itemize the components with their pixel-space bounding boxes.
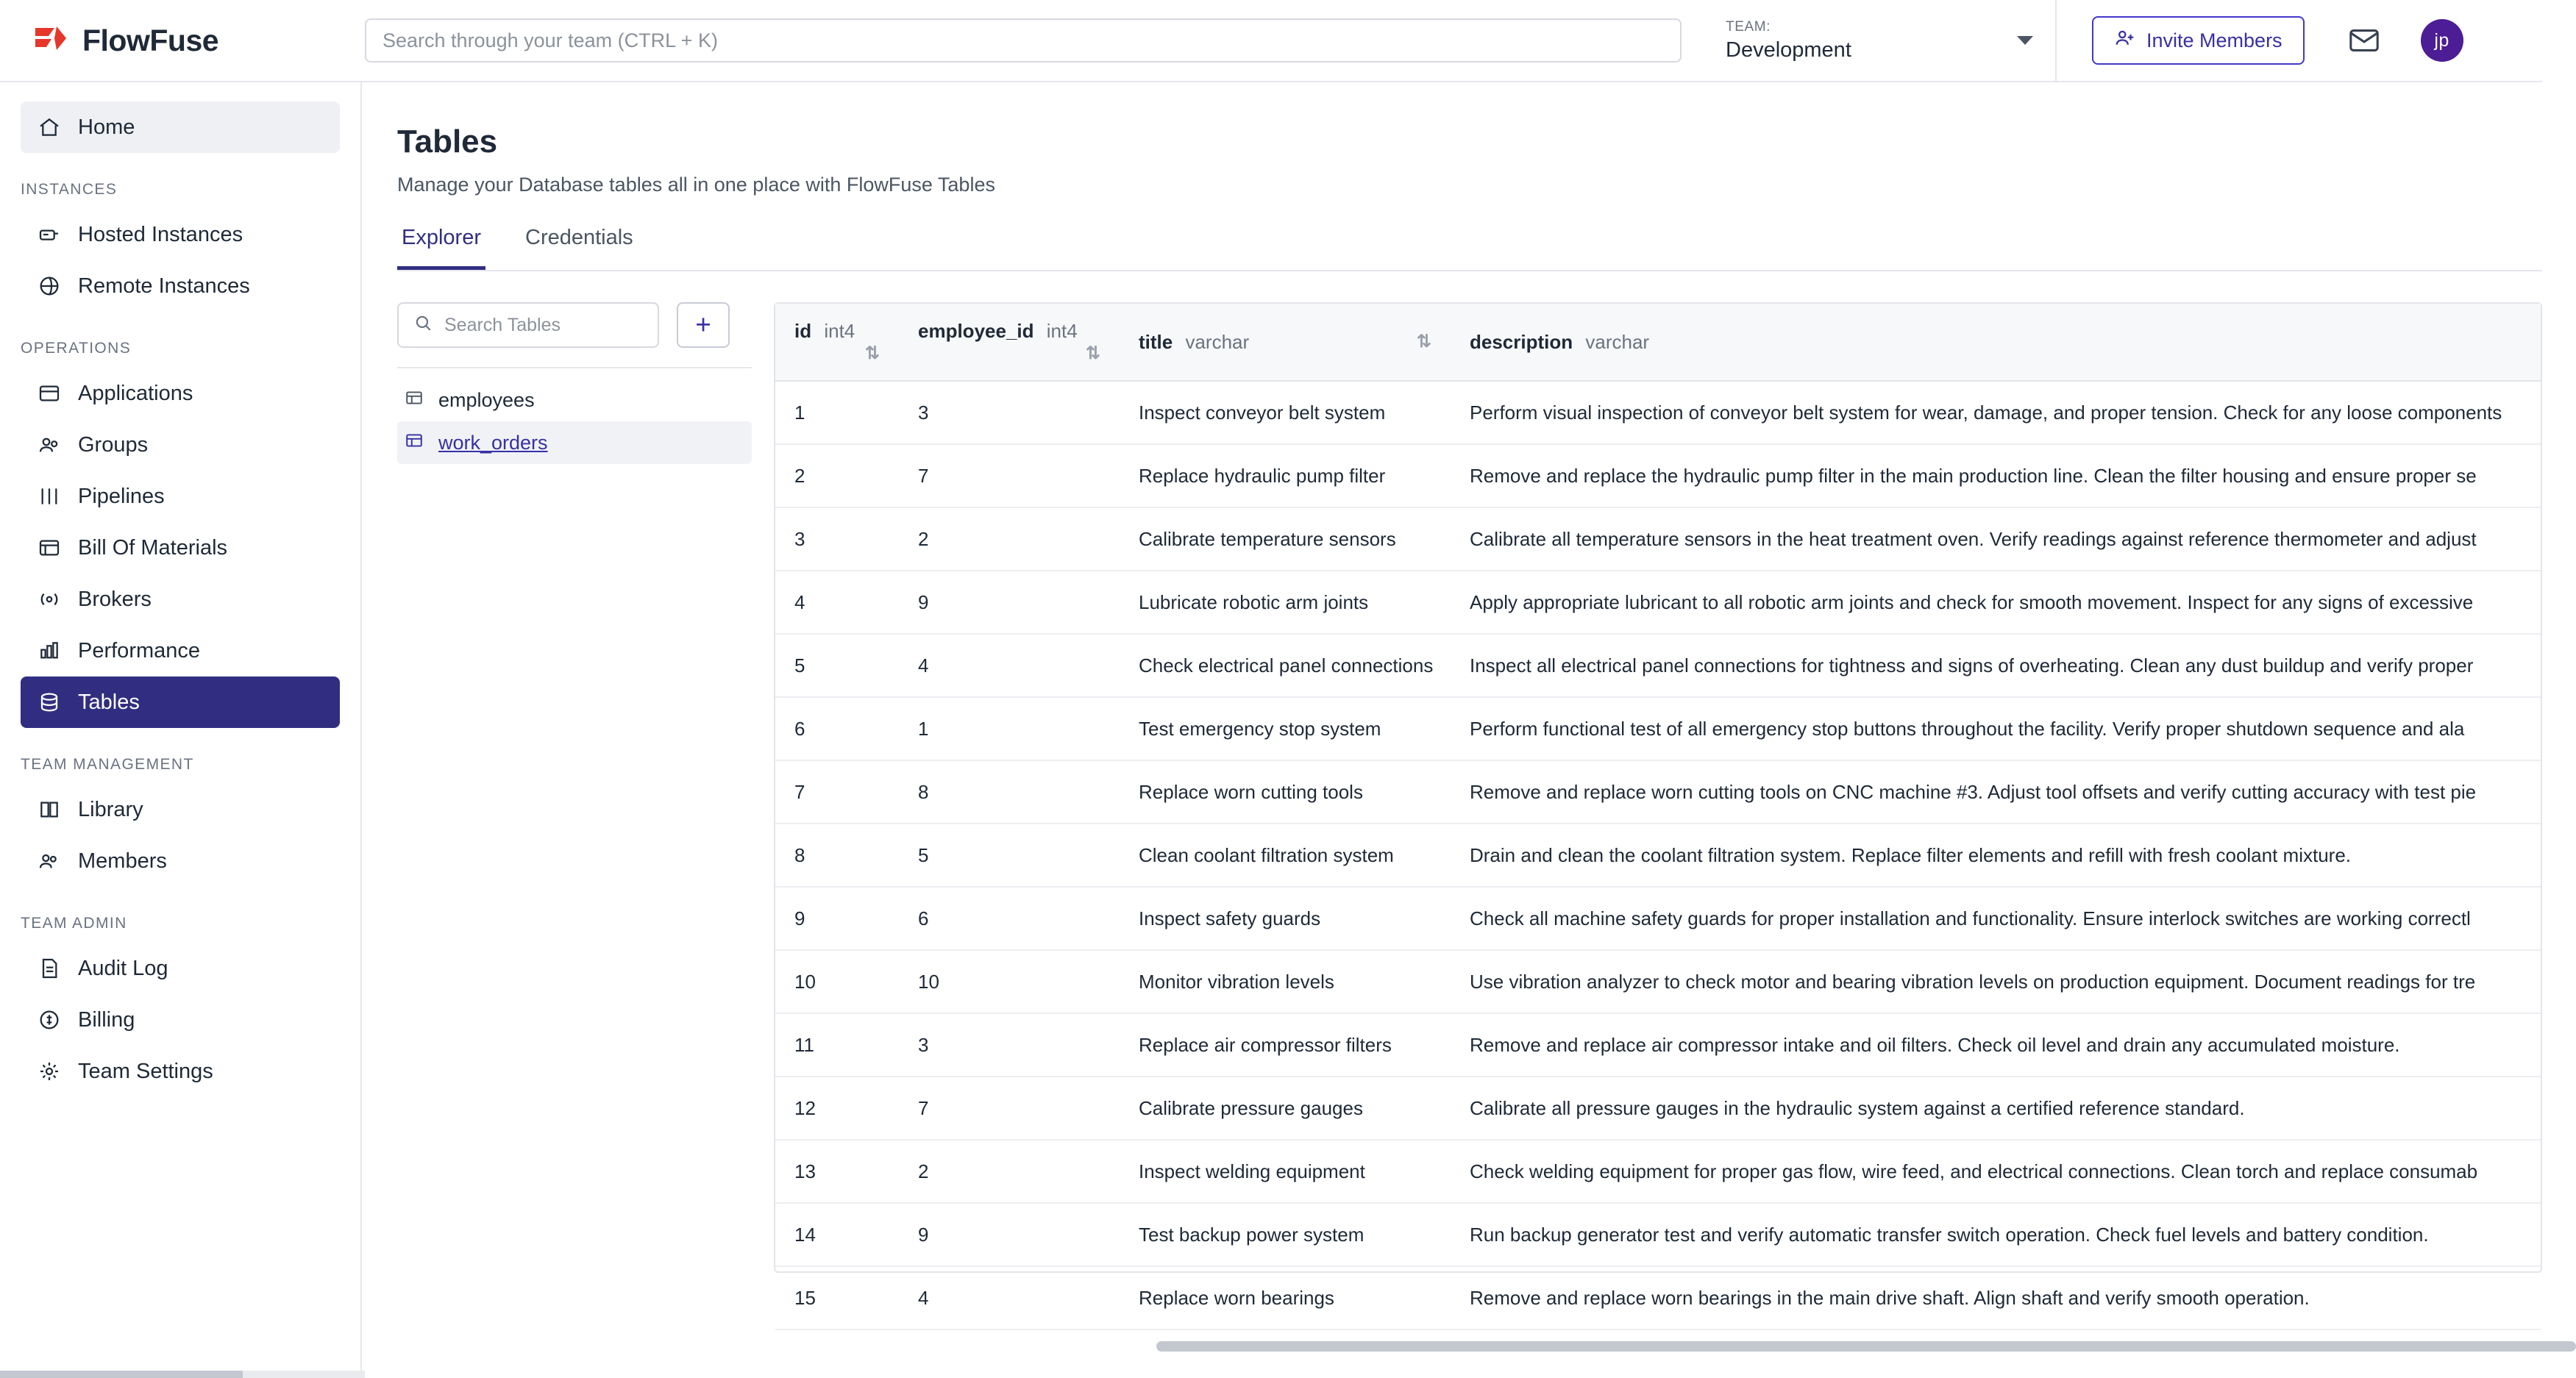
brand-name: FlowFuse [82, 23, 219, 57]
avatar[interactable]: jp [2421, 19, 2463, 62]
gear-icon [37, 1059, 62, 1084]
sidebar-item-label: Audit Log [78, 956, 168, 980]
sidebar-item-label: Pipelines [78, 484, 165, 508]
cell-id[interactable]: 10 [775, 950, 899, 1013]
search-tables-input[interactable] [397, 302, 659, 348]
sidebar-item-performance[interactable] [21, 625, 340, 676]
sidebar-item-label: Home [78, 115, 135, 139]
cell-employee-id[interactable]: 3 [899, 1013, 1120, 1077]
cell-employee-id[interactable]: 5 [899, 824, 1120, 887]
sort-updown-icon[interactable]: ⇅ [1085, 343, 1100, 363]
table-row[interactable] [775, 1203, 2541, 1266]
column-header-description[interactable] [1451, 304, 2541, 381]
sidebar-item-label: Applications [78, 381, 193, 405]
cell-title[interactable]: Calibrate temperature sensors [1120, 507, 1451, 571]
column-name: title [1139, 330, 1173, 353]
table-row[interactable] [775, 697, 2541, 760]
cell-description[interactable]: Drain and clean the coolant filtration system. Replace filter elements and refill with fresh coolant mixture. [1451, 824, 2541, 887]
search-tables-placeholder: Search Tables [444, 314, 561, 335]
flowfuse-logo-icon [32, 22, 69, 59]
remote-instance-icon [37, 274, 62, 299]
list-item[interactable] [397, 421, 752, 464]
sidebar-item-label: Bill Of Materials [78, 535, 228, 560]
cell-id[interactable]: 2 [775, 444, 899, 507]
user-plus-icon [2114, 27, 2136, 54]
envelope-icon[interactable] [2344, 21, 2384, 60]
invite-members-button[interactable] [2092, 16, 2305, 65]
cell-employee-id[interactable]: 4 [899, 634, 1120, 697]
table-row[interactable] [775, 381, 2541, 444]
groups-icon [37, 432, 62, 457]
column-type: varchar [1585, 330, 1650, 353]
cell-title[interactable]: Replace worn bearings [1120, 1266, 1451, 1329]
cell-employee-id[interactable]: 6 [899, 887, 1120, 950]
add-table-button[interactable]: + [677, 302, 730, 348]
column-header-employee-id[interactable] [899, 304, 1120, 381]
sidebar [0, 82, 362, 1378]
page-subtitle: Manage your Database tables all in one place with FlowFuse Tables [397, 174, 995, 196]
cell-description[interactable]: Calibrate all pressure gauges in the hydraulic system against a certified reference standard. [1451, 1077, 2541, 1140]
cell-employee-id[interactable]: 7 [899, 444, 1120, 507]
cell-description[interactable]: Use vibration analyzer to check motor and bearing vibration levels on production equipment. Document readings for tre [1451, 950, 2541, 1013]
tab-credentials[interactable]: Credentials [525, 226, 633, 249]
divider [397, 367, 752, 368]
sidebar-item-groups[interactable] [21, 419, 340, 471]
performance-icon [37, 638, 62, 663]
cell-employee-id[interactable]: 7 [899, 1077, 1120, 1140]
horizontal-scrollbar[interactable] [1156, 1341, 2576, 1352]
cell-employee-id[interactable]: 2 [899, 1140, 1120, 1203]
sidebar-item-label: Team Settings [78, 1059, 213, 1083]
cell-title[interactable]: Clean coolant filtration system [1120, 824, 1451, 887]
tables-icon [37, 690, 62, 715]
sidebar-item-label: Remote Instances [78, 274, 250, 298]
pipelines-icon [37, 484, 62, 509]
sidebar-group-title: TEAM ADMIN [21, 915, 127, 932]
sidebar-item-billing[interactable] [21, 994, 340, 1046]
sidebar-item-label: Members [78, 849, 167, 873]
cell-title[interactable]: Check electrical panel connections [1120, 634, 1451, 697]
sidebar-item-brokers[interactable] [21, 574, 340, 625]
team-label: TEAM: [1726, 18, 1771, 35]
list-item-label: employees [438, 388, 535, 411]
cell-description[interactable]: Perform functional test of all emergency stop buttons throughout the facility. Verify proper shutdown sequence and ala [1451, 697, 2541, 760]
sidebar-item-label: Tables [78, 690, 140, 714]
sidebar-item-library[interactable] [21, 784, 340, 835]
table-row[interactable] [775, 634, 2541, 697]
table-row[interactable] [775, 760, 2541, 824]
cell-employee-id[interactable]: 10 [899, 950, 1120, 1013]
page-title: Tables [397, 124, 498, 160]
cell-title[interactable]: Replace worn cutting tools [1120, 760, 1451, 824]
sidebar-item-members[interactable] [21, 835, 340, 887]
cell-employee-id[interactable]: 8 [899, 760, 1120, 824]
cell-employee-id[interactable]: 2 [899, 507, 1120, 571]
sidebar-item-label: Brokers [78, 587, 152, 611]
table-row[interactable] [775, 571, 2541, 634]
table-icon [405, 388, 424, 413]
table-row[interactable] [775, 1140, 2541, 1203]
cell-title[interactable]: Replace air compressor filters [1120, 1013, 1451, 1077]
tab-explorer[interactable]: Explorer [397, 226, 485, 270]
table-row[interactable] [775, 824, 2541, 887]
cell-description[interactable]: Remove and replace air compressor intake and oil filters. Check oil level and drain any accumulated moisture. [1451, 1013, 2541, 1077]
table-row[interactable] [775, 887, 2541, 950]
cell-id[interactable]: 3 [775, 507, 899, 571]
sort-updown-icon[interactable]: ⇅ [1416, 331, 1431, 351]
table-row[interactable] [775, 1013, 2541, 1077]
library-icon [37, 797, 62, 822]
cell-id[interactable]: 8 [775, 824, 899, 887]
cell-id[interactable]: 7 [775, 760, 899, 824]
cell-employee-id[interactable]: 3 [899, 381, 1120, 444]
cell-employee-id[interactable]: 9 [899, 1203, 1120, 1266]
sidebar-item-remote-instances[interactable] [21, 260, 340, 312]
cell-id[interactable]: 4 [775, 571, 899, 634]
column-type: int4 [824, 320, 855, 342]
sidebar-item-label: Hosted Instances [78, 222, 243, 246]
brokers-icon [37, 587, 62, 612]
cell-employee-id[interactable]: 1 [899, 697, 1120, 760]
cell-description[interactable]: Check welding equipment for proper gas flow, wire feed, and electrical connections. Clean torch and replace consumab [1451, 1140, 2541, 1203]
sidebar-group-title: OPERATIONS [21, 340, 132, 357]
table-row[interactable] [775, 1077, 2541, 1140]
main-content [362, 82, 2542, 1378]
column-type: varchar [1185, 330, 1250, 353]
table-header-row [775, 304, 2541, 381]
chevron-down-icon [2017, 36, 2033, 45]
cloud-instance-icon [37, 222, 62, 247]
cell-id[interactable]: 13 [775, 1140, 899, 1203]
list-item[interactable] [397, 379, 752, 421]
cell-title[interactable]: Lubricate robotic arm joints [1120, 571, 1451, 634]
column-name: id [794, 320, 812, 342]
cell-title[interactable]: Test backup power system [1120, 1203, 1451, 1266]
sidebar-item-label: Performance [78, 638, 201, 663]
cell-id[interactable]: 15 [775, 1266, 899, 1329]
top-bar [0, 0, 2542, 82]
list-item-label: work_orders [438, 431, 548, 454]
cell-title[interactable]: Inspect safety guards [1120, 887, 1451, 950]
sidebar-item-hosted-instances[interactable] [21, 209, 340, 260]
table-icon [405, 431, 424, 455]
sidebar-group-title: TEAM MANAGEMENT [21, 756, 194, 773]
table-row[interactable] [775, 507, 2541, 571]
table-row[interactable] [775, 444, 2541, 507]
global-search[interactable] [365, 18, 1682, 63]
cell-title[interactable]: Inspect welding equipment [1120, 1140, 1451, 1203]
cell-id[interactable]: 14 [775, 1203, 899, 1266]
cell-title[interactable]: Test emergency stop system [1120, 697, 1451, 760]
members-icon [37, 849, 62, 874]
cell-id[interactable]: 1 [775, 381, 899, 444]
cell-employee-id[interactable]: 9 [899, 571, 1120, 634]
cell-description[interactable]: Remove and replace worn cutting tools on CNC machine #3. Adjust tool offsets and verify cutting accuracy with test pie [1451, 760, 2541, 824]
data-grid [774, 302, 2542, 1309]
cell-employee-id[interactable]: 4 [899, 1266, 1120, 1329]
billing-icon [37, 1007, 62, 1032]
invite-members-label: Invite Members [2146, 29, 2283, 51]
home-icon [37, 115, 62, 140]
bill-of-materials-icon [37, 535, 62, 560]
sidebar-item-team-settings[interactable] [21, 1046, 340, 1097]
sidebar-item-pipelines[interactable] [21, 471, 340, 522]
page-header [362, 82, 2542, 196]
cell-id[interactable]: 12 [775, 1077, 899, 1140]
cell-id[interactable]: 11 [775, 1013, 899, 1077]
sidebar-item-label: Library [78, 797, 143, 821]
audit-log-icon [37, 956, 62, 981]
cell-description[interactable]: Apply appropriate lubricant to all robotic arm joints and check for smooth movement. Inspect for any signs of excessive [1451, 571, 2541, 634]
search-input[interactable] [365, 18, 1682, 63]
cell-description[interactable]: Remove and replace worn bearings in the main drive shaft. Align shaft and verify smooth operation. [1451, 1266, 2541, 1329]
sidebar-item-home[interactable] [21, 101, 340, 153]
search-icon [413, 313, 433, 338]
cell-title[interactable]: Inspect conveyor belt system [1120, 381, 1451, 444]
search-placeholder: Search through your team (CTRL + K) [383, 29, 718, 51]
cell-description[interactable]: Check all machine safety guards for proper installation and functionality. Ensure interlock switches are working correctl [1451, 887, 2541, 950]
sidebar-item-audit-log[interactable] [21, 943, 340, 994]
sidebar-item-tables[interactable] [21, 676, 340, 728]
cell-description[interactable]: Remove and replace the hydraulic pump filter in the main production line. Clean the filter housing and ensure proper se [1451, 444, 2541, 507]
column-name: employee_id [918, 320, 1034, 342]
tab-bar [397, 226, 2542, 271]
cell-id[interactable]: 6 [775, 697, 899, 760]
cell-description[interactable]: Perform visual inspection of conveyor belt system for wear, damage, and proper tension. Check for any loose components [1451, 381, 2541, 444]
sort-updown-icon[interactable]: ⇅ [864, 343, 880, 363]
column-header-title[interactable] [1120, 304, 1451, 381]
applications-icon [37, 381, 62, 406]
cell-title[interactable]: Replace hydraulic pump filter [1120, 444, 1451, 507]
sidebar-scrollbar[interactable] [0, 1371, 365, 1378]
sidebar-group-title: INSTANCES [21, 181, 118, 198]
column-type: int4 [1046, 320, 1078, 342]
cell-id[interactable]: 9 [775, 887, 899, 950]
sidebar-item-label: Groups [78, 432, 149, 457]
column-header-id[interactable] [775, 304, 899, 381]
tables-list-panel [362, 302, 752, 1273]
cell-description[interactable]: Inspect all electrical panel connections for tightness and signs of overheating. Clean any dust buildup and verify proper [1451, 634, 2541, 697]
cell-id[interactable]: 5 [775, 634, 899, 697]
sidebar-item-label: Billing [78, 1007, 135, 1032]
table-row[interactable] [775, 1266, 2541, 1329]
sidebar-item-applications[interactable] [21, 368, 340, 419]
cell-description[interactable]: Run backup generator test and verify automatic transfer switch operation. Check fuel levels and battery condition. [1451, 1203, 2541, 1266]
cell-title[interactable]: Monitor vibration levels [1120, 950, 1451, 1013]
table-row[interactable] [775, 950, 2541, 1013]
cell-title[interactable]: Calibrate pressure gauges [1120, 1077, 1451, 1140]
sidebar-item-bill-of-materials[interactable] [21, 522, 340, 574]
column-name: description [1470, 330, 1573, 353]
team-selector[interactable] [1726, 0, 2057, 82]
team-value: Development [1726, 38, 1851, 62]
cell-description[interactable]: Calibrate all temperature sensors in the heat treatment oven. Verify readings against reference thermometer and adjust [1451, 507, 2541, 571]
brand[interactable] [0, 22, 365, 59]
